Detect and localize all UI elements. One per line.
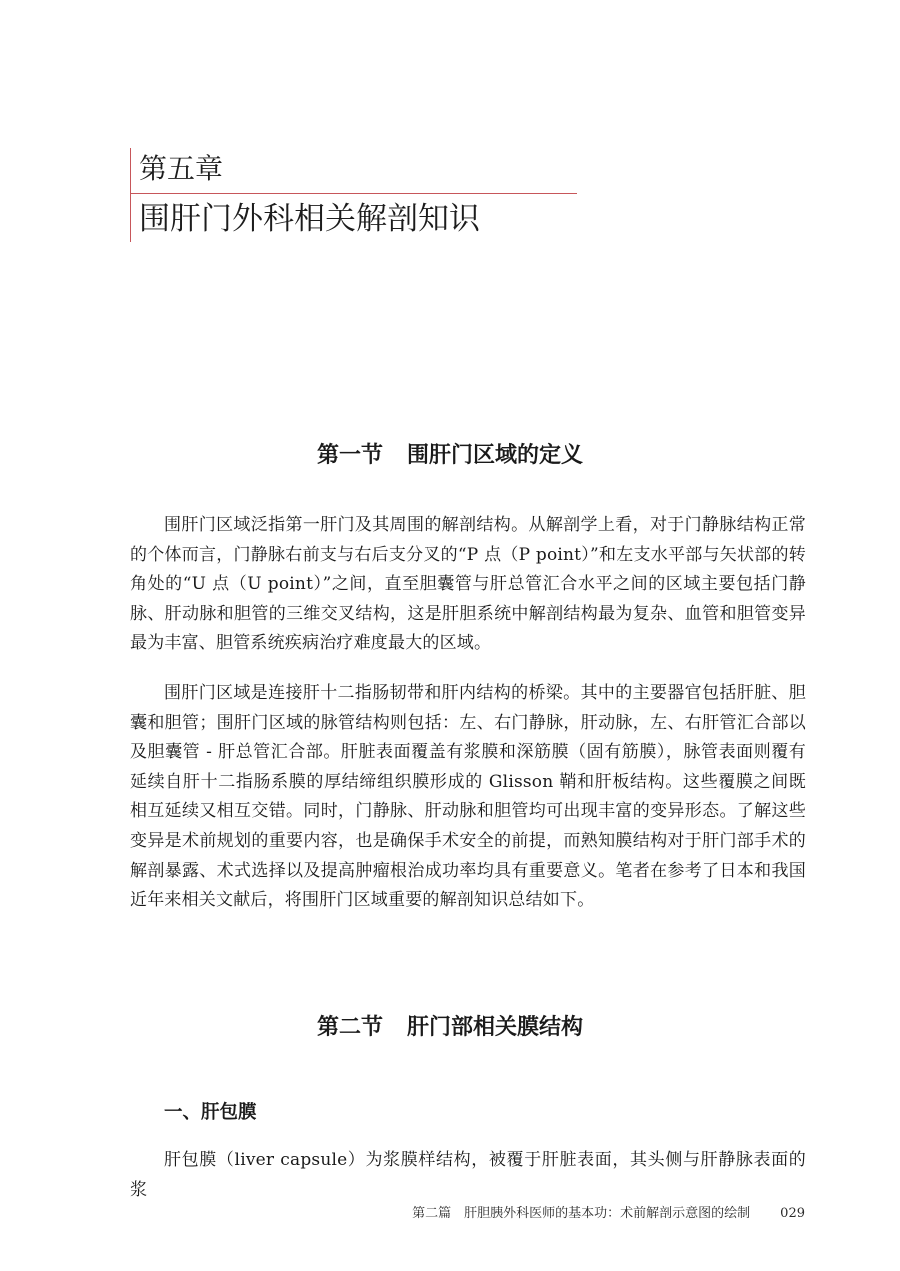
running-title: 第二篇 肝胆胰外科医师的基本功：术前解剖示意图的绘制 xyxy=(412,1206,751,1221)
section-2-label: 第二节 xyxy=(316,1014,383,1040)
section-1-paragraph-2: 围肝门区域是连接肝十二指肠韧带和肝内结构的桥梁。其中的主要器官包括肝脏、胆囊和胆管；围肝门区域的脉管结构则包括：左、右门静脉，肝动脉，左、右肝管汇合部以及胆囊管 - 肝总管汇合部。肝脏表面覆盖有浆膜和深筋膜（固有筋膜），脉管表面则覆有延续自肝十二指肠系膜的厚结缔组织膜形成的 Glisson 鞘和肝板结构。这些覆膜之间既相互延续又相互交错。同时，门静脉、肝动脉和胆管均可出现丰富的变异形态。了解这些变异是术前规划的重要内容，也是确保手术安全的前提，而熟知膜结构对于肝门部手术的解剖暴露、术式选择以及提高肿瘤根治成功率均具有重要意义。笔者在参考了日本和我国近年来相关文献后，将围肝门区域重要的解剖知识总结如下。 xyxy=(130,683,806,911)
chapter-title: 围肝门外科相关解剖知识 xyxy=(139,201,480,237)
page-number: 029 xyxy=(780,1206,805,1221)
chapter-horizontal-rule xyxy=(130,193,577,194)
chapter-number: 第五章 xyxy=(139,152,224,185)
section-2-title: 肝门部相关膜结构 xyxy=(407,1014,584,1040)
section-2-heading xyxy=(0,1012,900,1042)
subsection-paragraph: 肝包膜（liver capsule）为浆膜样结构，被覆于肝脏表面，其头侧与肝静脉表面的浆 xyxy=(130,1150,806,1200)
section-1-label: 第一节 xyxy=(316,442,383,468)
chapter-header xyxy=(130,148,577,242)
page-footer xyxy=(412,1205,805,1223)
chapter-vertical-rule xyxy=(130,148,131,242)
section-1-paragraph-1: 围肝门区域泛指第一肝门及其周围的解剖结构。从解剖学上看，对于门静脉结构正常的个体而言，门静脉右前支与右后支分叉的“P 点（P point）”和左支水平部与矢状部的转角处的“U 点（U point）”之间，直至胆囊管与肝总管汇合水平之间的区域主要包括门静脉、肝动脉和胆管的三维交叉结构，这是肝胆系统中解剖结构最为复杂、血管和胆管变异最为丰富、胆管系统疾病治疗难度最大的区域。 xyxy=(130,515,806,654)
section-1-heading xyxy=(0,440,900,470)
subsection-heading: 一、肝包膜 xyxy=(164,1102,257,1123)
section-1-title: 围肝门区域的定义 xyxy=(407,442,584,468)
